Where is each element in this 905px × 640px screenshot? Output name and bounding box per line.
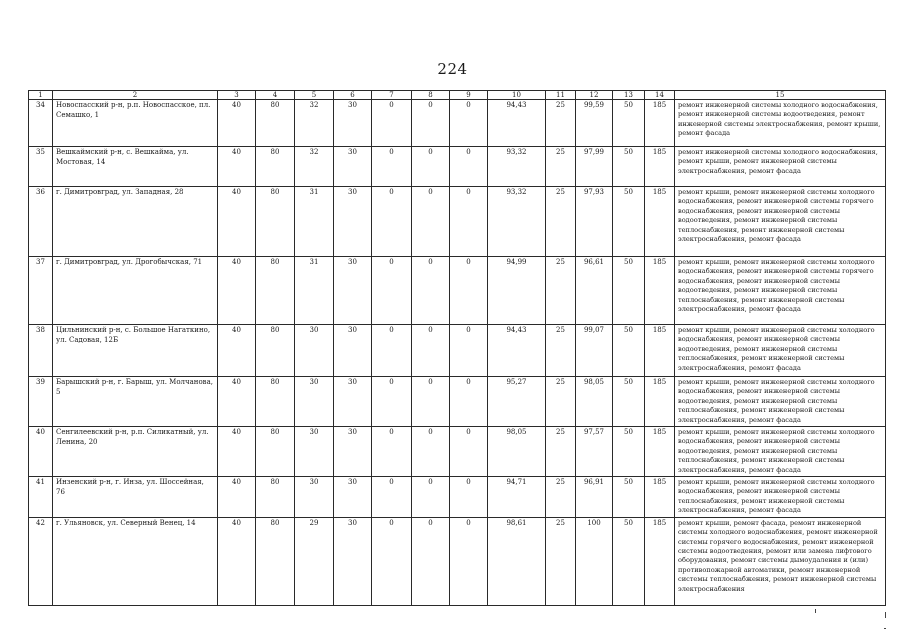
cell-value-9: 0 bbox=[450, 147, 488, 187]
cell-value-6: 30 bbox=[334, 187, 372, 257]
cell-value-10: 93,32 bbox=[488, 147, 546, 187]
page-number: 224 bbox=[437, 60, 468, 78]
cell-value-3: 40 bbox=[218, 477, 256, 518]
cell-value-7: 0 bbox=[372, 325, 412, 377]
cell-value-3: 40 bbox=[218, 147, 256, 187]
cell-value-7: 0 bbox=[372, 377, 412, 427]
cell-value-10: 94,43 bbox=[488, 325, 546, 377]
table-row bbox=[29, 377, 886, 427]
cell-row-number: 38 bbox=[29, 325, 53, 377]
cell-row-number: 39 bbox=[29, 377, 53, 427]
cell-address: г. Димитровград, ул. Западная, 28 bbox=[53, 187, 218, 257]
cell-value-12: 98,05 bbox=[576, 377, 613, 427]
cell-value-7: 0 bbox=[372, 517, 412, 605]
column-header-15: 15 bbox=[675, 91, 886, 100]
cell-value-14: 185 bbox=[645, 377, 675, 427]
table-row bbox=[29, 100, 886, 147]
cell-value-5: 32 bbox=[295, 100, 334, 147]
column-header-14: 14 bbox=[645, 91, 675, 100]
table-row bbox=[29, 257, 886, 325]
cell-address: Барышский р-н, г. Барыш, ул. Молчанова, 5 bbox=[53, 377, 218, 427]
cell-address: г. Ульяновск, ул. Северный Венец, 14 bbox=[53, 517, 218, 605]
cell-repair-works: ремонт крыши, ремонт инженерной системы холодного водоснабжения, ремонт инженерной системы водоотведения, ремонт инженерной системы теплоснабжения, ремонт инженерной системы электроснабжения, ремонт фасада bbox=[675, 427, 886, 477]
cell-value-10: 95,27 bbox=[488, 377, 546, 427]
cell-value-12: 97,93 bbox=[576, 187, 613, 257]
cell-value-13: 50 bbox=[613, 517, 645, 605]
cell-value-6: 30 bbox=[334, 377, 372, 427]
scan-artifact bbox=[885, 612, 886, 618]
cell-value-11: 25 bbox=[546, 187, 576, 257]
cell-repair-works: ремонт инженерной системы холодного водоснабжения, ремонт инженерной системы водоотведения, ремонт инженерной системы электроснабжения, ремонт крыши, ремонт фасада bbox=[675, 100, 886, 147]
table-header bbox=[29, 91, 886, 100]
cell-value-11: 25 bbox=[546, 477, 576, 518]
table-row bbox=[29, 427, 886, 477]
column-header-9: 9 bbox=[450, 91, 488, 100]
header-row bbox=[29, 91, 886, 100]
cell-value-9: 0 bbox=[450, 100, 488, 147]
cell-value-9: 0 bbox=[450, 377, 488, 427]
table-row bbox=[29, 477, 886, 518]
cell-value-6: 30 bbox=[334, 517, 372, 605]
cell-value-9: 0 bbox=[450, 325, 488, 377]
column-header-11: 11 bbox=[546, 91, 576, 100]
cell-value-6: 30 bbox=[334, 477, 372, 518]
cell-value-10: 94,71 bbox=[488, 477, 546, 518]
cell-value-3: 40 bbox=[218, 517, 256, 605]
table-body bbox=[29, 100, 886, 606]
cell-value-8: 0 bbox=[412, 477, 450, 518]
column-header-3: 3 bbox=[218, 91, 256, 100]
cell-value-10: 94,99 bbox=[488, 257, 546, 325]
cell-value-12: 99,07 bbox=[576, 325, 613, 377]
cell-row-number: 35 bbox=[29, 147, 53, 187]
cell-value-13: 50 bbox=[613, 427, 645, 477]
cell-value-14: 185 bbox=[645, 187, 675, 257]
cell-value-5: 30 bbox=[295, 477, 334, 518]
cell-value-5: 29 bbox=[295, 517, 334, 605]
cell-value-3: 40 bbox=[218, 325, 256, 377]
cell-value-13: 50 bbox=[613, 147, 645, 187]
cell-value-12: 97,99 bbox=[576, 147, 613, 187]
cell-repair-works: ремонт крыши, ремонт инженерной системы холодного водоснабжения, ремонт инженерной системы водоотведения, ремонт инженерной системы теплоснабжения, ремонт инженерной системы электроснабжения, ремонт фасада bbox=[675, 377, 886, 427]
cell-value-10: 93,32 bbox=[488, 187, 546, 257]
cell-value-14: 185 bbox=[645, 100, 675, 147]
cell-value-11: 25 bbox=[546, 427, 576, 477]
cell-value-4: 80 bbox=[256, 325, 295, 377]
table-row bbox=[29, 325, 886, 377]
cell-value-13: 50 bbox=[613, 100, 645, 147]
cell-value-14: 185 bbox=[645, 147, 675, 187]
cell-value-4: 80 bbox=[256, 427, 295, 477]
cell-value-4: 80 bbox=[256, 100, 295, 147]
cell-address: Инзенский р-н, г. Инза, ул. Шоссейная, 76 bbox=[53, 477, 218, 518]
cell-repair-works: ремонт крыши, ремонт инженерной системы холодного водоснабжения, ремонт инженерной системы горячего водоснабжения, ремонт инженерной системы водоотведения, ремонт инженерной системы теплоснабжения, ремонт инженерной системы электроснабжения, ремонт фасада bbox=[675, 257, 886, 325]
cell-value-6: 30 bbox=[334, 325, 372, 377]
cell-value-3: 40 bbox=[218, 187, 256, 257]
cell-row-number: 37 bbox=[29, 257, 53, 325]
cell-value-12: 96,61 bbox=[576, 257, 613, 325]
cell-value-14: 185 bbox=[645, 477, 675, 518]
cell-value-7: 0 bbox=[372, 427, 412, 477]
cell-address: Цильнинский р-н, с. Большое Нагаткино, ул. Садовая, 12Б bbox=[53, 325, 218, 377]
cell-repair-works: ремонт крыши, ремонт инженерной системы холодного водоснабжения, ремонт инженерной системы теплоснабжения, ремонт инженерной системы электроснабжения, ремонт фасада bbox=[675, 477, 886, 518]
cell-value-4: 80 bbox=[256, 147, 295, 187]
cell-value-4: 80 bbox=[256, 257, 295, 325]
cell-row-number: 41 bbox=[29, 477, 53, 518]
cell-value-4: 80 bbox=[256, 377, 295, 427]
cell-value-5: 30 bbox=[295, 427, 334, 477]
cell-address: г. Димитровград, ул. Дрогобычская, 71 bbox=[53, 257, 218, 325]
cell-value-4: 80 bbox=[256, 187, 295, 257]
cell-value-11: 25 bbox=[546, 517, 576, 605]
cell-value-5: 31 bbox=[295, 257, 334, 325]
cell-value-9: 0 bbox=[450, 427, 488, 477]
cell-value-12: 97,57 bbox=[576, 427, 613, 477]
cell-value-3: 40 bbox=[218, 257, 256, 325]
column-header-12: 12 bbox=[576, 91, 613, 100]
cell-repair-works: ремонт крыши, ремонт фасада, ремонт инженерной системы холодного водоснабжения, ремонт инженерной системы горячего водоснабжения, ремонт инженерной системы водоотведения, ремонт или замена лифтового оборудования, ремонт системы дымоудаления и (или) противопожарной автоматики, ремонт инженерной системы теплоснабжения, ремонт инженерной системы электроснабжения bbox=[675, 517, 886, 605]
cell-value-3: 40 bbox=[218, 427, 256, 477]
scan-artifact bbox=[884, 628, 886, 629]
cell-repair-works: ремонт инженерной системы холодного водоснабжения, ремонт крыши, ремонт инженерной системы электроснабжения, ремонт фасада bbox=[675, 147, 886, 187]
cell-value-6: 30 bbox=[334, 100, 372, 147]
cell-value-8: 0 bbox=[412, 427, 450, 477]
cell-row-number: 36 bbox=[29, 187, 53, 257]
cell-repair-works: ремонт крыши, ремонт инженерной системы холодного водоснабжения, ремонт инженерной системы горячего водоснабжения, ремонт инженерной системы водоотведения, ремонт инженерной системы теплоснабжения, ремонт инженерной системы электроснабжения, ремонт фасада bbox=[675, 187, 886, 257]
cell-address: Новоспасский р-н, р.п. Новоспасское, пл. Семашко, 1 bbox=[53, 100, 218, 147]
cell-address: Сенгилеевский р-н, р.п. Силикатный, ул. Ленина, 20 bbox=[53, 427, 218, 477]
cell-value-13: 50 bbox=[613, 377, 645, 427]
table-row bbox=[29, 147, 886, 187]
cell-value-13: 50 bbox=[613, 257, 645, 325]
cell-value-7: 0 bbox=[372, 257, 412, 325]
cell-value-10: 98,05 bbox=[488, 427, 546, 477]
table-row bbox=[29, 187, 886, 257]
cell-value-14: 185 bbox=[645, 325, 675, 377]
cell-value-7: 0 bbox=[372, 477, 412, 518]
cell-value-7: 0 bbox=[372, 147, 412, 187]
cell-value-8: 0 bbox=[412, 325, 450, 377]
cell-row-number: 34 bbox=[29, 100, 53, 147]
column-header-6: 6 bbox=[334, 91, 372, 100]
cell-value-11: 25 bbox=[546, 257, 576, 325]
column-header-7: 7 bbox=[372, 91, 412, 100]
cell-value-12: 99,59 bbox=[576, 100, 613, 147]
cell-value-8: 0 bbox=[412, 187, 450, 257]
cell-repair-works: ремонт крыши, ремонт инженерной системы холодного водоснабжения, ремонт инженерной системы водоотведения, ремонт инженерной системы теплоснабжения, ремонт инженерной системы электроснабжения, ремонт фасада bbox=[675, 325, 886, 377]
cell-value-12: 100 bbox=[576, 517, 613, 605]
cell-value-5: 30 bbox=[295, 377, 334, 427]
cell-value-6: 30 bbox=[334, 427, 372, 477]
cell-value-5: 31 bbox=[295, 187, 334, 257]
cell-row-number: 40 bbox=[29, 427, 53, 477]
cell-value-11: 25 bbox=[546, 377, 576, 427]
cell-value-13: 50 bbox=[613, 187, 645, 257]
cell-value-11: 25 bbox=[546, 100, 576, 147]
table-row bbox=[29, 517, 886, 605]
cell-value-13: 50 bbox=[613, 477, 645, 518]
cell-value-5: 30 bbox=[295, 325, 334, 377]
cell-value-14: 185 bbox=[645, 257, 675, 325]
cell-value-12: 96,91 bbox=[576, 477, 613, 518]
column-header-10: 10 bbox=[488, 91, 546, 100]
cell-value-14: 185 bbox=[645, 427, 675, 477]
cell-value-14: 185 bbox=[645, 517, 675, 605]
cell-value-10: 94,43 bbox=[488, 100, 546, 147]
cell-value-11: 25 bbox=[546, 147, 576, 187]
cell-value-7: 0 bbox=[372, 100, 412, 147]
cell-value-9: 0 bbox=[450, 477, 488, 518]
cell-address: Вешкаймский р-н, с. Вешкайма, ул. Мостовая, 14 bbox=[53, 147, 218, 187]
cell-value-6: 30 bbox=[334, 257, 372, 325]
column-header-2: 2 bbox=[53, 91, 218, 100]
cell-value-3: 40 bbox=[218, 377, 256, 427]
scan-artifact bbox=[815, 609, 816, 613]
cell-value-10: 98,61 bbox=[488, 517, 546, 605]
column-header-4: 4 bbox=[256, 91, 295, 100]
repair-register-table bbox=[28, 90, 886, 606]
cell-value-9: 0 bbox=[450, 187, 488, 257]
cell-value-3: 40 bbox=[218, 100, 256, 147]
cell-value-9: 0 bbox=[450, 257, 488, 325]
cell-value-4: 80 bbox=[256, 477, 295, 518]
cell-value-6: 30 bbox=[334, 147, 372, 187]
cell-value-8: 0 bbox=[412, 147, 450, 187]
cell-value-13: 50 bbox=[613, 325, 645, 377]
column-header-1: 1 bbox=[29, 91, 53, 100]
column-header-5: 5 bbox=[295, 91, 334, 100]
cell-value-4: 80 bbox=[256, 517, 295, 605]
cell-value-8: 0 bbox=[412, 517, 450, 605]
column-header-13: 13 bbox=[613, 91, 645, 100]
cell-value-11: 25 bbox=[546, 325, 576, 377]
column-header-8: 8 bbox=[412, 91, 450, 100]
cell-value-8: 0 bbox=[412, 377, 450, 427]
cell-value-7: 0 bbox=[372, 187, 412, 257]
cell-value-8: 0 bbox=[412, 257, 450, 325]
cell-value-8: 0 bbox=[412, 100, 450, 147]
cell-row-number: 42 bbox=[29, 517, 53, 605]
cell-value-5: 32 bbox=[295, 147, 334, 187]
cell-value-9: 0 bbox=[450, 517, 488, 605]
